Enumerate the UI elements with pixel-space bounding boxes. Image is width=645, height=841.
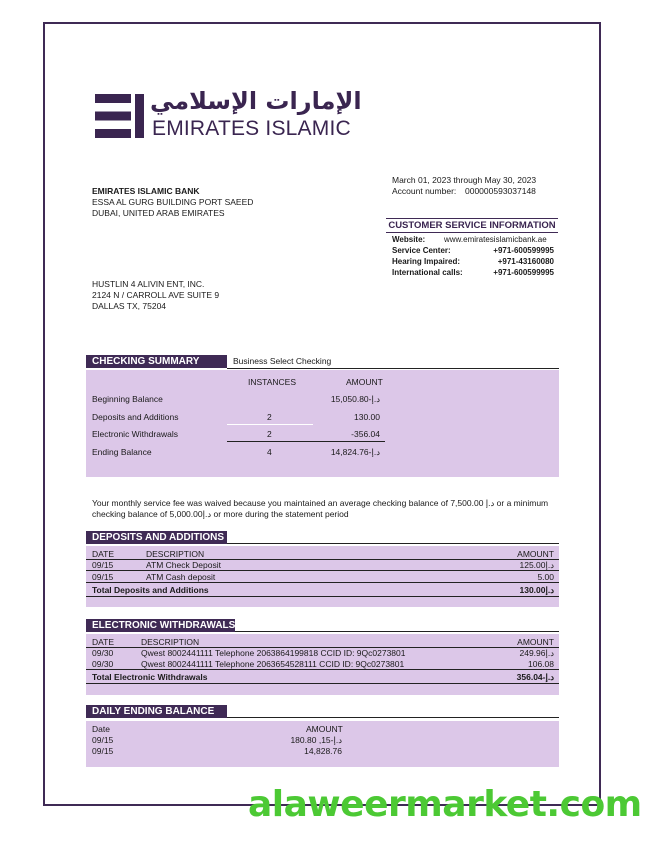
withdrawal-amount: 106.08 [528, 659, 554, 669]
divider [235, 631, 559, 632]
summary-amount: د.إ-14,824.76 [330, 447, 380, 457]
withdrawal-desc: Qwest 8002441111 Telephone 2063864199818 CCID ID: 9Qc0273801 [141, 648, 406, 658]
summary-label: Beginning Balance [92, 394, 163, 404]
col-date: DATE [92, 637, 115, 647]
deposit-date: 09/15 [92, 572, 114, 582]
cs-value: +971-43160080 [497, 257, 554, 266]
checking-summary-title: CHECKING SUMMARY [86, 355, 227, 368]
bank-name: EMIRATES ISLAMIC BANK [92, 186, 200, 196]
withdrawals-title: ELECTRONIC WITHDRAWALS [86, 619, 235, 632]
withdrawal-date: 09/30 [92, 648, 114, 658]
daily-balance-title: DAILY ENDING BALANCE [86, 705, 227, 718]
summary-label: Deposits and Additions [92, 412, 179, 422]
divider [86, 669, 559, 670]
divider [227, 441, 385, 442]
divider [227, 424, 313, 425]
divider [227, 543, 559, 544]
cs-value: +971-600599995 [493, 246, 554, 255]
deposit-desc: ATM Cash deposit [146, 572, 216, 582]
fee-note-line: checking balance of د.إ5,000.00 or more during the statement period [92, 509, 349, 519]
col-amount: AMOUNT [346, 377, 383, 387]
col-amount: AMOUNT [306, 724, 343, 734]
balance-amount: 14,828.76 [304, 746, 342, 756]
col-amount: AMOUNT [517, 549, 554, 559]
summary-instances: 2 [267, 412, 272, 422]
withdrawals-total-amount: د.إ-356.04 [516, 672, 554, 682]
cs-label: Hearing Impaired: [392, 257, 461, 266]
deposit-date: 09/15 [92, 560, 114, 570]
brand-name-arabic: الإمارات الإسلامي [150, 87, 362, 115]
customer-name: HUSTLIN 4 ALIVIN ENT, INC. [92, 279, 205, 289]
divider [86, 596, 559, 597]
summary-instances: 4 [267, 447, 272, 457]
divider [227, 368, 559, 369]
deposit-amount: 5.00 [537, 572, 554, 582]
summary-label: Ending Balance [92, 447, 152, 457]
customer-service-title: CUSTOMER SERVICE INFORMATION [386, 218, 558, 233]
checking-summary-panel [86, 370, 559, 477]
divider [86, 582, 559, 583]
balance-date: 09/15 [92, 746, 114, 756]
summary-amount: -356.04 [351, 429, 380, 439]
deposits-total-label: Total Deposits and Additions [92, 585, 209, 595]
deposits-title: DEPOSITS AND ADDITIONS [86, 531, 227, 544]
deposits-total-amount: د.إ130.00 [519, 585, 554, 595]
statement-period: March 01, 2023 through May 30, 2023 [392, 175, 537, 185]
customer-address-line: 2124 N / CARROLL AVE SUITE 9 [92, 290, 220, 300]
bank-address-line: DUBAI, UNITED ARAB EMIRATES [92, 208, 225, 218]
col-date: Date [92, 724, 110, 734]
watermark-text: alaweermarket.com [248, 784, 642, 825]
emirates-islamic-logo-icon [95, 94, 145, 138]
summary-amount: 130.00 [354, 412, 380, 422]
divider [86, 683, 559, 684]
customer-address-line: DALLAS TX, 75204 [92, 301, 167, 311]
col-date: DATE [92, 549, 115, 559]
account-number-label: Account number: [392, 186, 457, 196]
brand-name-english: EMIRATES ISLAMIC [152, 117, 351, 140]
account-type: Business Select Checking [233, 356, 332, 366]
deposit-desc: ATM Check Deposit [146, 560, 221, 570]
withdrawal-desc: Qwest 8002441111 Telephone 2063654528111 CCID ID: 9Qc0273801 [141, 659, 405, 669]
fee-note-line: Your monthly service fee was waived because you maintained an average checking balance of د.إ 7,500.00 or a minimum [92, 498, 549, 508]
col-amount: AMOUNT [517, 637, 554, 647]
account-number: 000000593037148 [465, 186, 536, 196]
col-description: DESCRIPTION [146, 549, 205, 559]
withdrawals-total-label: Total Electronic Withdrawals [92, 672, 208, 682]
divider [227, 717, 559, 718]
cs-value: +971-600599995 [493, 268, 554, 277]
cs-label: Website: [392, 235, 426, 244]
deposit-amount: د.إ125.00 [519, 560, 554, 570]
cs-label: Service Center: [392, 246, 451, 255]
balance-date: 09/15 [92, 735, 114, 745]
bank-address-line: ESSA AL GURG BUILDING PORT SAEED [92, 197, 254, 207]
col-description: DESCRIPTION [141, 637, 200, 647]
cs-label: International calls: [392, 268, 463, 277]
summary-instances: 2 [267, 429, 272, 439]
withdrawal-amount: د.إ249.96 [519, 648, 554, 658]
balance-amount: د.إ-15, 180.80 [290, 735, 342, 745]
summary-label: Electronic Withdrawals [92, 429, 178, 439]
divider [86, 570, 559, 571]
summary-amount: د.إ-15,050.80 [330, 394, 380, 404]
cs-website-link[interactable]: www.emiratesislamicbank.ae [444, 235, 547, 244]
withdrawal-date: 09/30 [92, 659, 114, 669]
col-instances: INSTANCES [248, 377, 297, 387]
